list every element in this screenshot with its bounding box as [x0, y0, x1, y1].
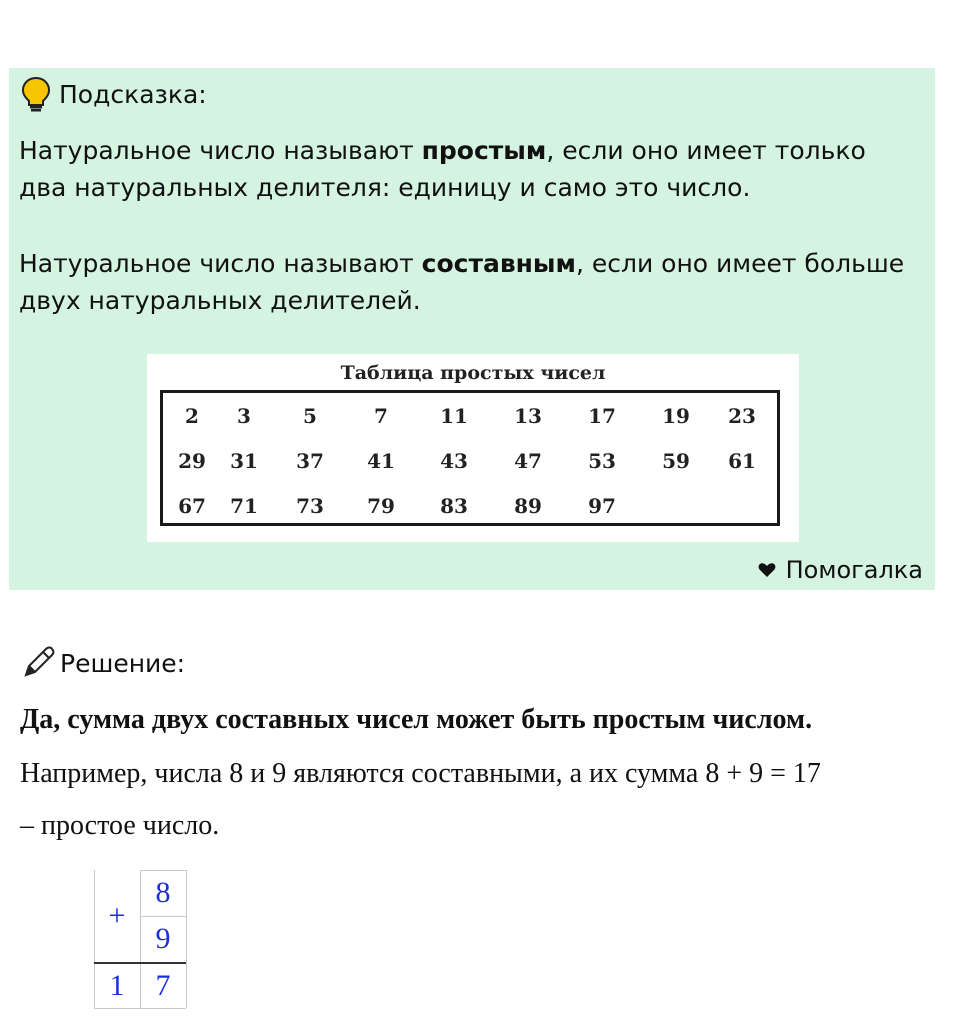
prime-number-cell: 71 — [230, 493, 258, 518]
prime-number-cell: 97 — [588, 493, 616, 518]
prime-number-cell: 31 — [230, 448, 258, 473]
prime-number-cell: 37 — [296, 448, 324, 473]
result-ones: 7 — [155, 969, 171, 1002]
answer-text: Да, сумма двух составных чисел может быть простым числом. — [20, 704, 813, 735]
prime-number-cell: 73 — [296, 493, 324, 518]
prime-number-cell: 3 — [237, 403, 251, 428]
hint-title: Подсказка: — [59, 79, 207, 109]
text: Натуральное число называют — [19, 249, 422, 278]
explanation-line-1: Например, числа 8 и 9 являются составными, а их сумма 8 + 9 = 17 — [20, 758, 821, 789]
text: Натуральное число называют — [19, 136, 422, 165]
prime-table-row — [163, 438, 777, 483]
prime-number-cell: 47 — [514, 448, 542, 473]
prime-number-cell: 67 — [178, 493, 206, 518]
plus-operator: + — [108, 899, 126, 932]
addend-1: 8 — [155, 876, 171, 909]
prime-number-cell: 29 — [178, 448, 206, 473]
hint-box — [9, 68, 935, 590]
prime-number-cell: 13 — [514, 403, 542, 428]
helper-label: Помогалка — [785, 556, 923, 584]
text: , если оно имеет больше двух натуральных делителей. — [19, 249, 905, 315]
helper-link[interactable] — [758, 556, 923, 584]
addend-2: 9 — [155, 922, 171, 955]
prime-number-cell: 17 — [588, 403, 616, 428]
solution-header — [20, 645, 185, 681]
term-prime: простым — [421, 136, 547, 165]
prime-table-row — [163, 393, 777, 438]
lightbulb-icon — [21, 76, 51, 112]
prime-number-cell: 23 — [728, 403, 756, 428]
prime-number-cell: 79 — [367, 493, 395, 518]
prime-table — [160, 390, 780, 526]
prime-number-cell: 5 — [303, 403, 317, 428]
hint-header — [21, 76, 207, 112]
prime-number-cell: 19 — [662, 403, 690, 428]
prime-table-row — [163, 483, 777, 528]
prime-number-cell: 53 — [588, 448, 616, 473]
result-tens: 1 — [109, 969, 125, 1002]
prime-number-cell: 61 — [728, 448, 756, 473]
prime-number-cell: 59 — [662, 448, 690, 473]
prime-number-cell: 83 — [440, 493, 468, 518]
prime-number-cell: 7 — [374, 403, 388, 428]
prime-number-cell: 89 — [514, 493, 542, 518]
prime-number-cell: 2 — [185, 403, 199, 428]
heart-icon — [758, 562, 776, 578]
grid-line — [94, 1008, 186, 1009]
prime-number-cell: 11 — [440, 403, 468, 428]
hint-paragraph-prime — [19, 132, 919, 206]
prime-table-caption: Таблица простых чисел — [340, 362, 606, 384]
hint-paragraph-composite — [19, 245, 919, 319]
explanation-line-2: – простое число. — [20, 810, 220, 841]
pencil-icon — [20, 645, 56, 681]
grid-line — [186, 870, 187, 1008]
prime-table-image — [147, 354, 799, 542]
text: , если оно имеет только два натуральных делителя: единицу и само это число. — [19, 136, 866, 202]
prime-number-cell: 43 — [440, 448, 468, 473]
solution-title: Решение: — [60, 648, 186, 678]
term-composite: составным — [421, 249, 576, 278]
prime-number-cell: 41 — [367, 448, 395, 473]
